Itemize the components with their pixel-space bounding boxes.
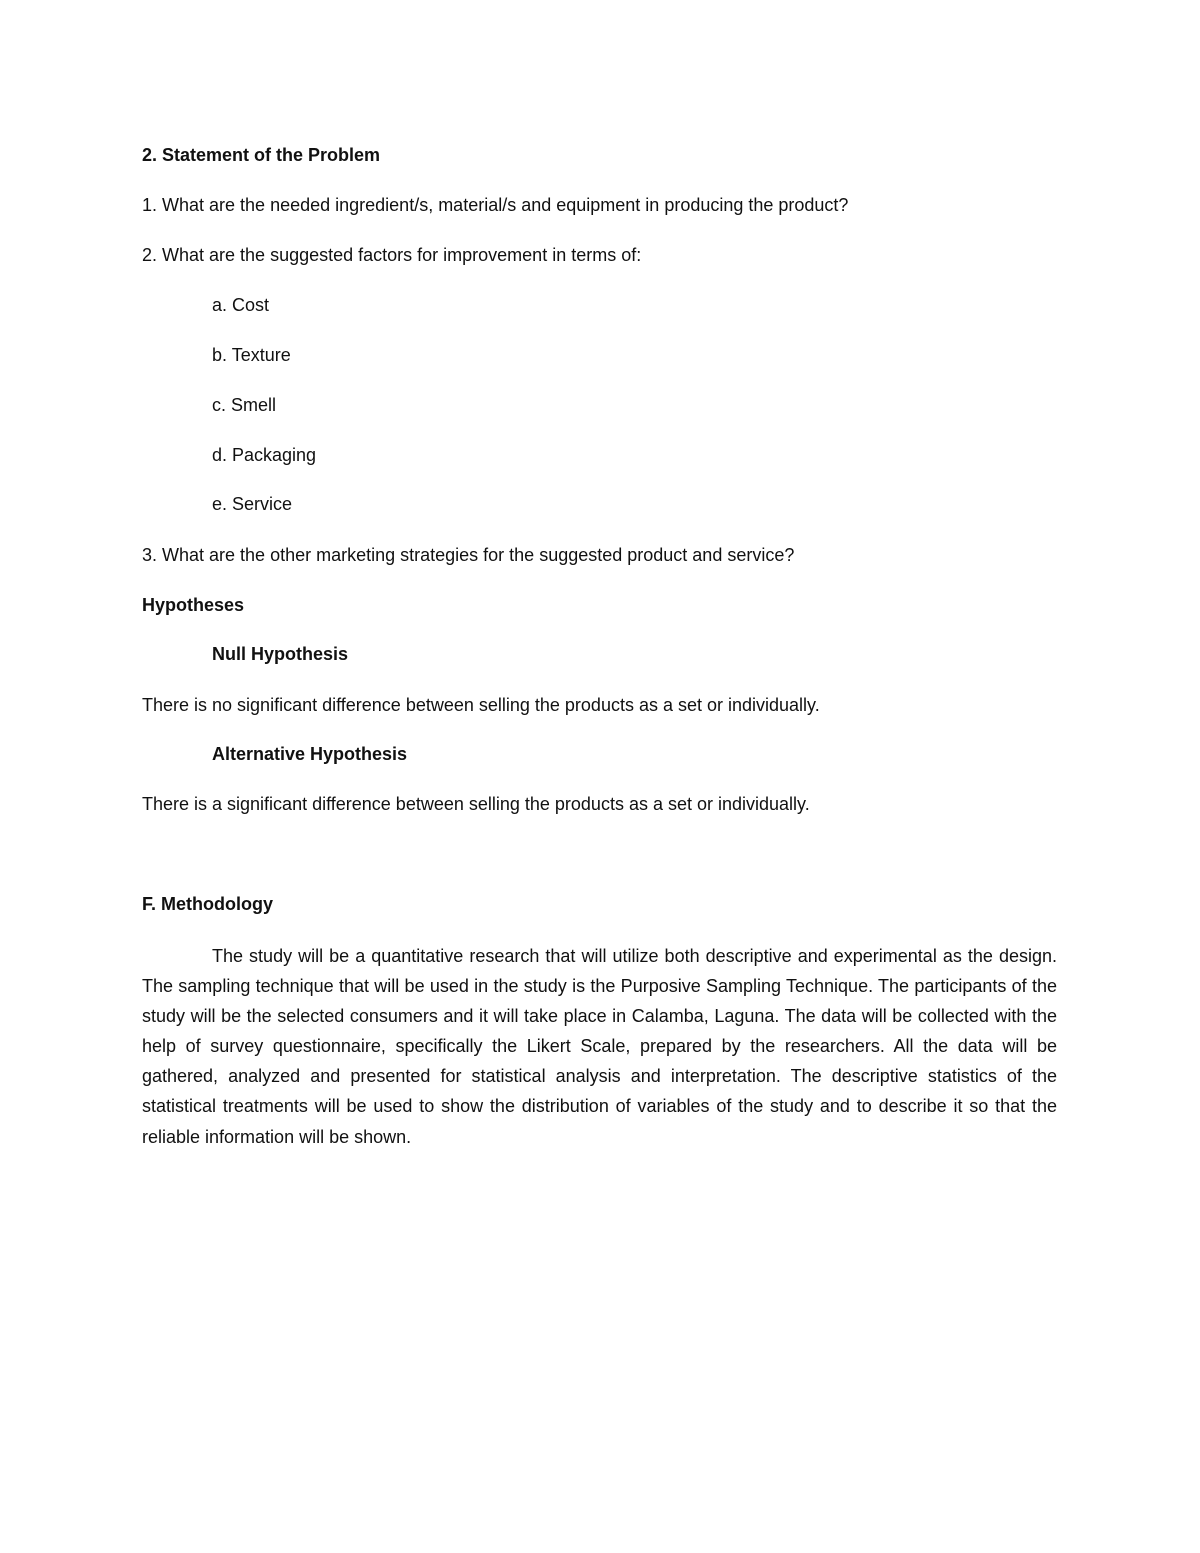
section-title: 2. Statement of the Problem [142, 145, 381, 165]
alternative-hypothesis-heading: Alternative Hypothesis [212, 744, 408, 764]
factor-service: e. Service [212, 494, 293, 514]
methodology-heading: F. Methodology [142, 894, 273, 914]
question-2: 2. What are the suggested factors for improvement in terms of: [142, 245, 642, 265]
factor-texture: b. Texture [212, 345, 291, 365]
factor-cost: a. Cost [212, 295, 270, 315]
null-hypothesis-text: There is no significant difference between selling the products as a set or individually. [142, 695, 820, 715]
factor-smell: c. Smell [212, 395, 277, 415]
alternative-hypothesis-text: There is a significant difference between selling the products as a set or individually. [142, 794, 810, 814]
null-hypothesis-heading: Null Hypothesis [212, 644, 349, 664]
question-1: 1. What are the needed ingredient/s, material/s and equipment in producing the product? [142, 195, 849, 215]
question-3: 3. What are the other marketing strategies for the suggested product and service? [142, 545, 795, 565]
factor-packaging: d. Packaging [212, 445, 317, 465]
methodology-paragraph: The study will be a quantitative research that will utilize both descriptive and experimental as the design. The sampling technique that will be used in the study is the Purposive Sampling Technique. The participants of the study will be the selected consumers and it will take place in Calamba, Laguna. The data will be collected with the help of survey questionnaire, specifically the Likert Scale, prepared by the researchers. All the data will be gathered, analyzed and presented for statistical analysis and interpretation. The descriptive statistics of the statistical treatments will be used to show the distribution of variables of the study and to describe it so that the reliable information will be shown. [142, 946, 1057, 1147]
hypotheses-heading: Hypotheses [142, 595, 245, 615]
